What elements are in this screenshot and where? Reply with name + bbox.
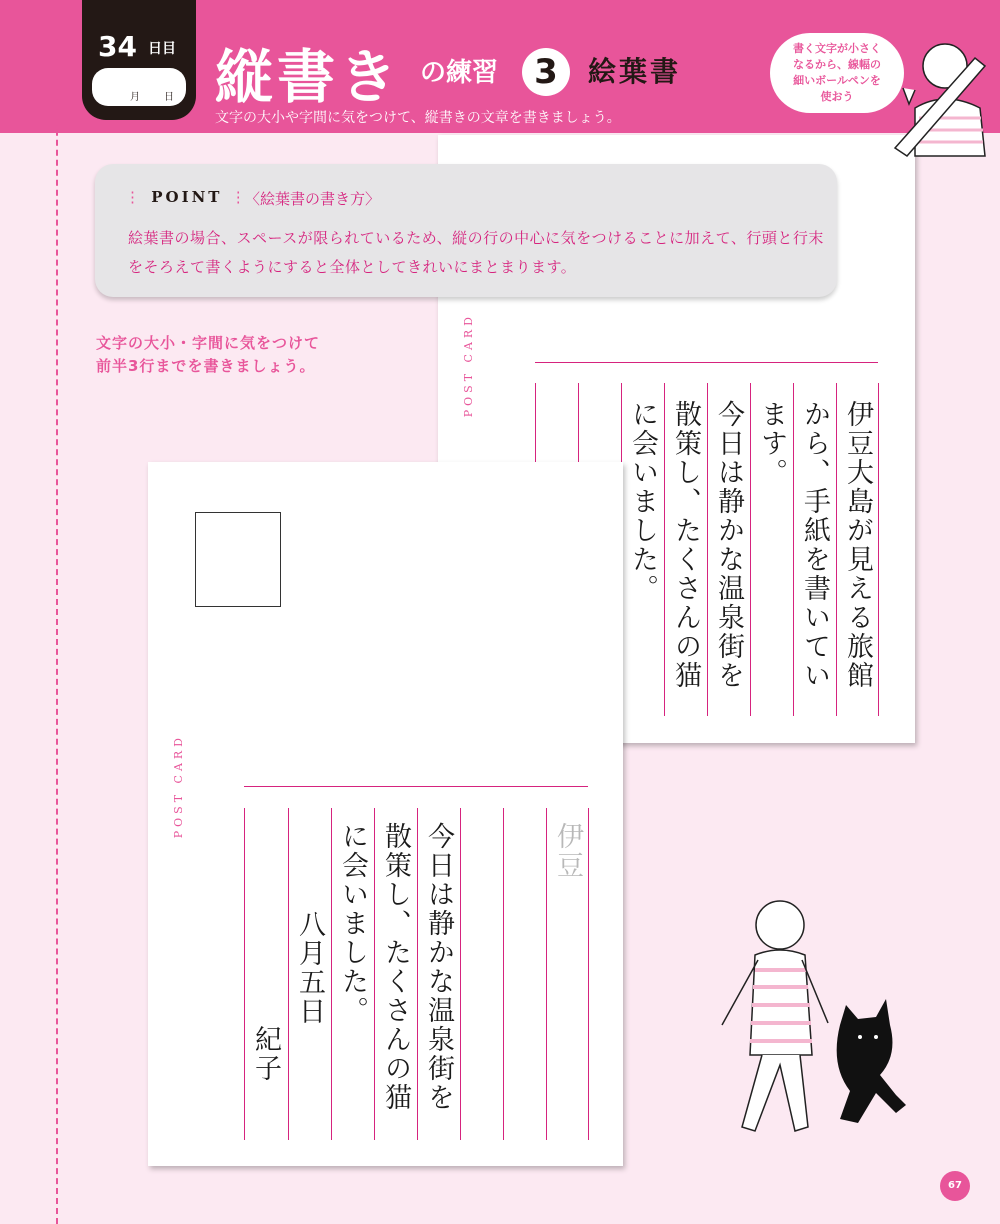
lesson-title: 絵葉書 bbox=[588, 55, 682, 88]
tip-line: 書く文字が小さく bbox=[793, 42, 881, 55]
instruction-line: 前半3行までを書きましょう。 bbox=[96, 357, 316, 375]
point-body: 絵葉書の場合、スペースが限られているため、縦の行の中心に気をつけることに加えて、行頭と行末をそろえて書くようにすると全体としてきれいにまとまります。 bbox=[128, 229, 824, 276]
tip-bubble bbox=[770, 33, 904, 113]
page-title: 縦書き bbox=[215, 43, 402, 111]
day-number: 34 bbox=[98, 30, 137, 63]
tip-line: なるから、線幅の bbox=[793, 58, 881, 71]
column-guide-line bbox=[503, 808, 504, 1140]
page-subtitle: 文字の大小や字間に気をつけて、縦書きの文章を書きましょう。 bbox=[215, 110, 621, 126]
date-label: 日 bbox=[164, 92, 174, 103]
stamp-box bbox=[195, 512, 281, 607]
postcard-label: POST CARD bbox=[462, 313, 475, 418]
person-and-cat-illustration bbox=[700, 895, 930, 1145]
cut-guide-line bbox=[56, 0, 58, 1224]
postcard-label: POST CARD bbox=[172, 734, 185, 839]
practice-column[interactable]: に会いました。 bbox=[337, 822, 368, 1025]
day-badge bbox=[82, 0, 196, 120]
page-number: 67 bbox=[940, 1171, 970, 1201]
address-line bbox=[244, 786, 588, 787]
sample-column: 今日は静かな温泉街を bbox=[713, 400, 744, 690]
tip-line: 使おう bbox=[820, 90, 854, 103]
sample-column: 散策し、たくさんの猫 bbox=[670, 400, 701, 690]
instruction bbox=[96, 332, 320, 378]
page-title-sub: の練習 bbox=[420, 58, 499, 88]
practice-column[interactable]: 八月五日 bbox=[294, 910, 325, 1026]
practice-column[interactable]: 紀子 bbox=[250, 1025, 281, 1083]
practice-column[interactable]: 伊豆 bbox=[552, 822, 583, 880]
sample-column: 伊豆大島が見える旅館 bbox=[842, 400, 873, 690]
sample-column: に会いました。 bbox=[627, 400, 658, 603]
practice-column[interactable]: 今日は静かな温泉街を bbox=[423, 822, 454, 1112]
day-unit: 日目 bbox=[148, 41, 176, 57]
point-heading: 〈絵葉書の書き方〉 bbox=[245, 190, 381, 208]
point-box bbox=[95, 164, 837, 297]
practice-column[interactable]: 散策し、たくさんの猫 bbox=[380, 822, 411, 1112]
point-tag-text: POINT bbox=[151, 188, 223, 206]
tip-line: 細いボールペンを bbox=[793, 74, 881, 87]
point-tag: ⋮ POINT ⋮ bbox=[125, 188, 249, 206]
address-line bbox=[535, 362, 878, 363]
lesson-number: 3 bbox=[522, 48, 570, 96]
instruction-line: 文字の大小・字間に気をつけて bbox=[96, 334, 321, 352]
sample-column: から、手紙を書いてい bbox=[799, 400, 830, 690]
column-guide-line bbox=[244, 808, 245, 1140]
sample-column: ます。 bbox=[756, 400, 787, 487]
month-label: 月 bbox=[130, 92, 140, 103]
column-guide-line bbox=[460, 808, 461, 1140]
date-field[interactable] bbox=[92, 68, 186, 106]
